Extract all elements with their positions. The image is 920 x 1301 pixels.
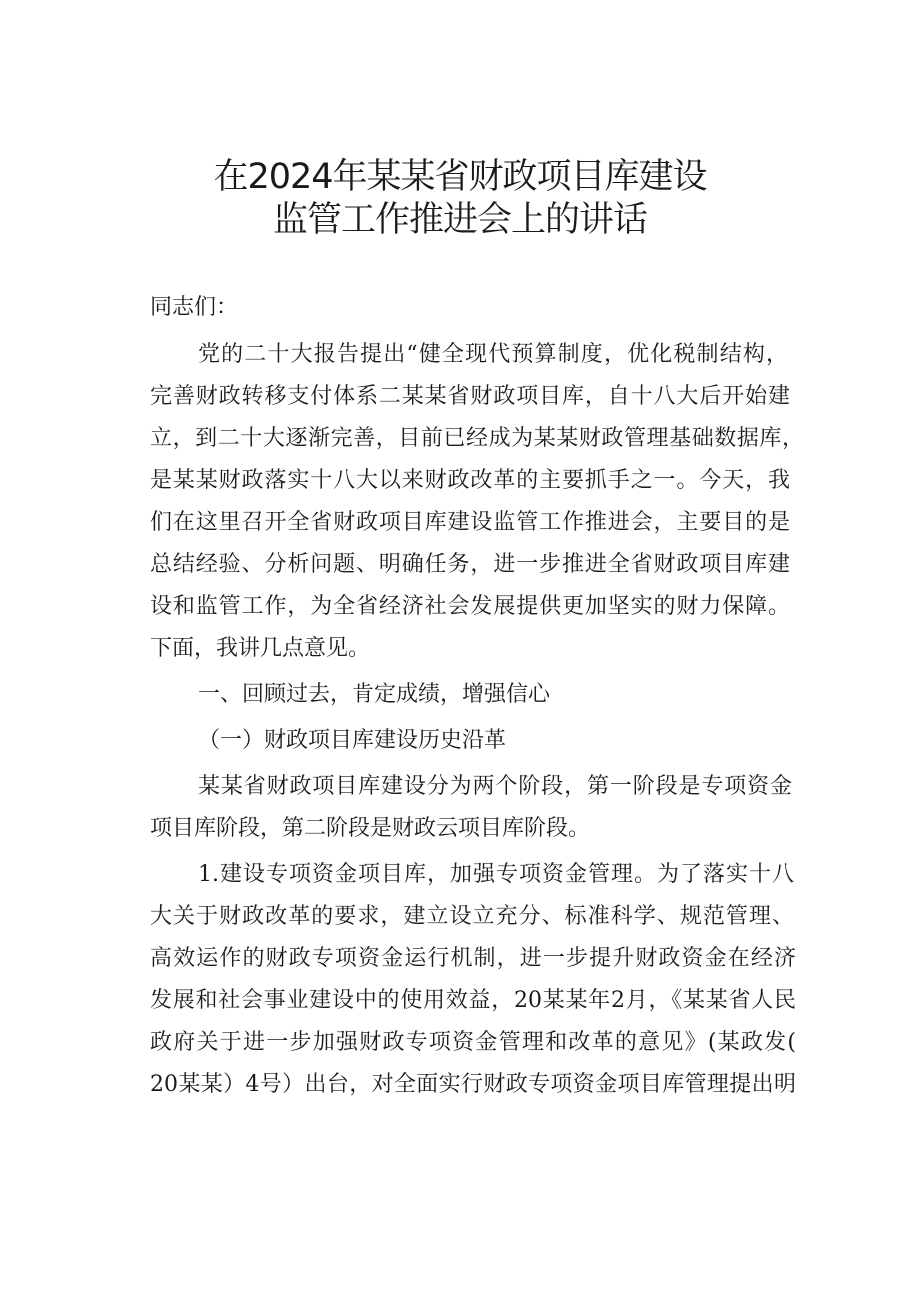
paragraph-3-line: 20某某）4号）出台，对全面实行财政专项资金项目库管理提出明 [150, 1072, 796, 1097]
paragraph-1-line: 设和监管工作，为全省经济社会发展提供更加坚实的财力保障。 [150, 594, 790, 619]
paragraph-2-line: 某某省财政项目库建设分为两个阶段，第一阶段是专项资金 [198, 774, 792, 799]
paragraph-1-line: 们在这里召开全省财政项目库建设监管工作推进会，主要目的是 [150, 510, 790, 535]
paragraph-1-line: 立，到二十大逐渐完善，目前已经成为某某财政管理基础数据库， [150, 426, 804, 451]
paragraph-1-line: 党的二十大报告提出“健全现代预算制度，优化税制结构， [198, 342, 788, 367]
subsection-1-heading: （一）财政项目库建设历史沿革 [198, 728, 507, 753]
paragraph-3-line: 高效运作的财政专项资金运行机制，进一步提升财政资金在经济 [150, 946, 796, 971]
section-1-heading: 一、回顾过去，肯定成绩，增强信心 [198, 682, 551, 707]
paragraph-2-line: 项目库阶段，第二阶段是财政云项目库阶段。 [150, 816, 591, 841]
paragraph-3-line: 政府关于进一步加强财政专项资金管理和改革的意见》(某政发( [150, 1030, 796, 1055]
salutation: 同志们： [150, 295, 239, 320]
paragraph-3-line: 1.建设专项资金项目库，加强专项资金管理。为了落实十八 [198, 862, 794, 887]
paragraph-1-line: 完善财政转移支付体系二某某省财政项目库，自十八大后开始建 [150, 384, 790, 409]
document-title-line-2: 监管工作推进会上的讲话 [272, 200, 647, 240]
paragraph-3-line: 发展和社会事业建设中的使用效益，20某某年2月，《某某省人民 [150, 988, 796, 1013]
paragraph-1-line: 总结经验、分析问题、明确任务，进一步推进全省财政项目库建 [150, 552, 790, 577]
paragraph-1-line: 是某某财政落实十八大以来财政改革的主要抓手之一。今天，我 [150, 468, 790, 493]
paragraph-1-line: 下面，我讲几点意见。 [150, 636, 371, 661]
paragraph-3-line: 大关于财政改革的要求，建立设立充分、标准科学、规范管理、 [150, 904, 794, 929]
document-title-line-1: 在2024年某某省财政项目库建设 [213, 157, 707, 197]
